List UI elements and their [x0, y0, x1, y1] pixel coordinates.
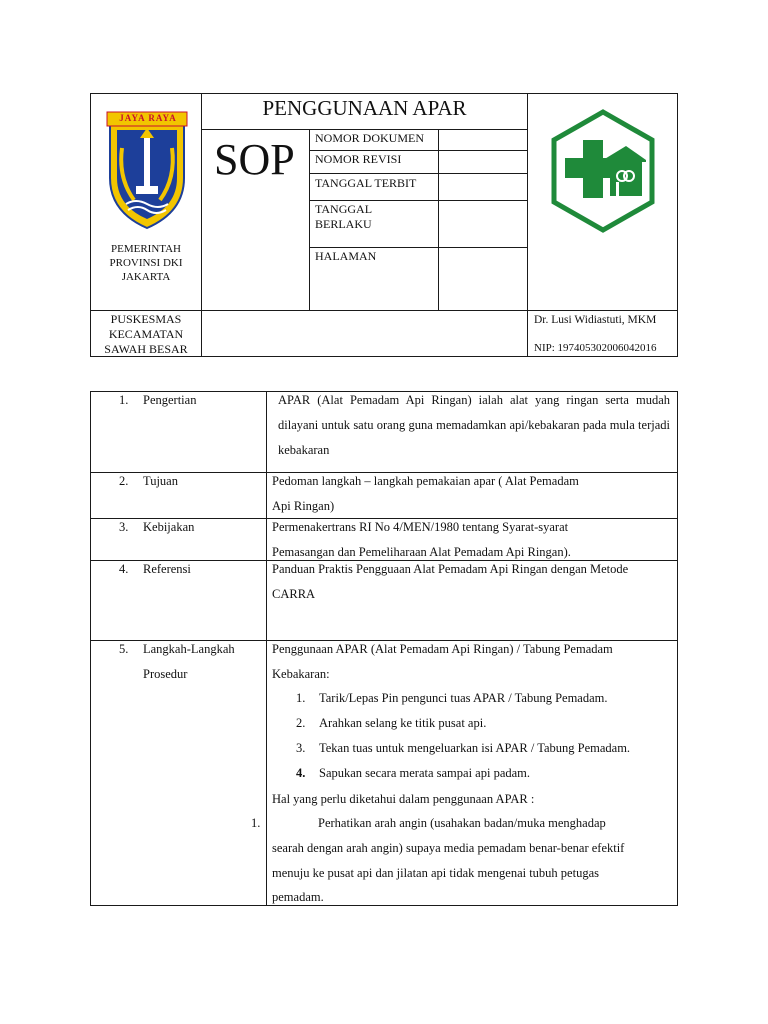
signer-name: Dr. Lusi Widiastuti, MKM	[534, 314, 657, 326]
section-label-prosedur-2: Prosedur	[143, 667, 188, 681]
signer-nip: NIP: 197405302006042016	[534, 342, 657, 354]
section-label-kebijakan: Kebijakan	[143, 520, 195, 534]
note-line-2: searah dengan arah angin) supaya media pemadam benar-benar efektif	[272, 841, 625, 855]
section-label-prosedur-1: Langkah-Langkah	[143, 642, 235, 656]
section-number-4: 4.	[119, 562, 129, 576]
prosedur-intro-1: Penggunaan APAR (Alat Pemadam Api Ringan) / Tabung Pemadam	[272, 642, 613, 656]
note-title: Hal yang perlu diketahui dalam penggunaan APAR :	[272, 792, 535, 806]
field-label-halaman: HALAMAN	[315, 249, 377, 263]
step-text-3: Tekan tuas untuk mengeluarkan isi APAR / Tabung Pemadam.	[319, 741, 631, 755]
section-text-pengertian: APAR (Alat Pemadam Api Ringan) ialah alat yang ringan serta mudah dilayani untuk satu orang guna memadamkan api/kebakaran pada mula terjadi kebakaran	[278, 393, 670, 457]
step-number-3: 3.	[296, 741, 306, 755]
org-name-line-3: JAKARTA	[121, 271, 171, 283]
unit-name-line-2: KECAMATAN	[108, 327, 184, 341]
note-line-4: pemadam.	[272, 890, 324, 904]
field-label-nomor-dokumen: NOMOR DOKUMEN	[315, 131, 425, 145]
section-text-kebijakan-1: Permenakertrans RI No 4/MEN/1980 tentang Syarat-syarat	[272, 520, 569, 534]
section-number-2: 2.	[119, 474, 129, 488]
sop-label: SOP	[214, 135, 295, 184]
section-text-kebijakan-2: Pemasangan dan Pemeliharaan Alat Pemadam Api Ringan).	[272, 545, 571, 559]
step-text-4: Sapukan secara merata sampai api padam.	[319, 766, 531, 780]
note-line-1: Perhatikan arah angin (usahakan badan/muka menghadap	[318, 816, 606, 830]
step-number-4: 4.	[296, 766, 306, 780]
prosedur-intro-2: Kebakaran:	[272, 667, 330, 681]
section-number-5: 5.	[119, 642, 129, 656]
field-label-tanggal-berlaku-2: BERLAKU	[315, 217, 372, 231]
jakarta-logo	[104, 108, 190, 232]
section-number-1: 1.	[119, 393, 129, 407]
section-number-3: 3.	[119, 520, 129, 534]
step-text-1: Tarik/Lepas Pin pengunci tuas APAR / Tabung Pemadam.	[319, 691, 608, 705]
note-number: 1.	[251, 816, 261, 830]
puskesmas-logo	[548, 108, 658, 234]
section-text-referensi-2: CARRA	[272, 587, 316, 601]
field-label-tanggal-berlaku-1: TANGGAL	[315, 202, 373, 216]
step-text-2: Arahkan selang ke titik pusat api.	[319, 716, 487, 730]
org-name-line-1: PEMERINTAH	[110, 243, 181, 255]
unit-name-line-1: PUSKESMAS	[110, 312, 182, 326]
org-name-line-2: PROVINSI DKI	[109, 257, 183, 269]
section-label-tujuan: Tujuan	[143, 474, 178, 488]
step-number-1: 1.	[296, 691, 306, 705]
section-text-tujuan-2: Api Ringan)	[272, 499, 335, 513]
section-text-referensi-1: Panduan Praktis Pengguaan Alat Pemadam Api Ringan dengan Metode	[272, 562, 629, 576]
step-number-2: 2.	[296, 716, 306, 730]
document-title: PENGGUNAAN APAR	[262, 96, 467, 120]
section-text-tujuan-1: Pedoman langkah – langkah pemakaian apar ( Alat Pemadam	[272, 474, 579, 488]
unit-name-line-3: SAWAH BESAR	[104, 342, 188, 356]
section-label-referensi: Referensi	[143, 562, 191, 576]
logo-motto: JAYA RAYA	[119, 113, 177, 123]
field-label-tanggal-terbit: TANGGAL TERBIT	[315, 176, 417, 190]
field-label-nomor-revisi: NOMOR REVISI	[315, 152, 402, 166]
section-label-pengertian: Pengertian	[143, 393, 197, 407]
note-line-3: menuju ke pusat api dan jilatan api tidak mengenai tubuh petugas	[272, 866, 599, 880]
